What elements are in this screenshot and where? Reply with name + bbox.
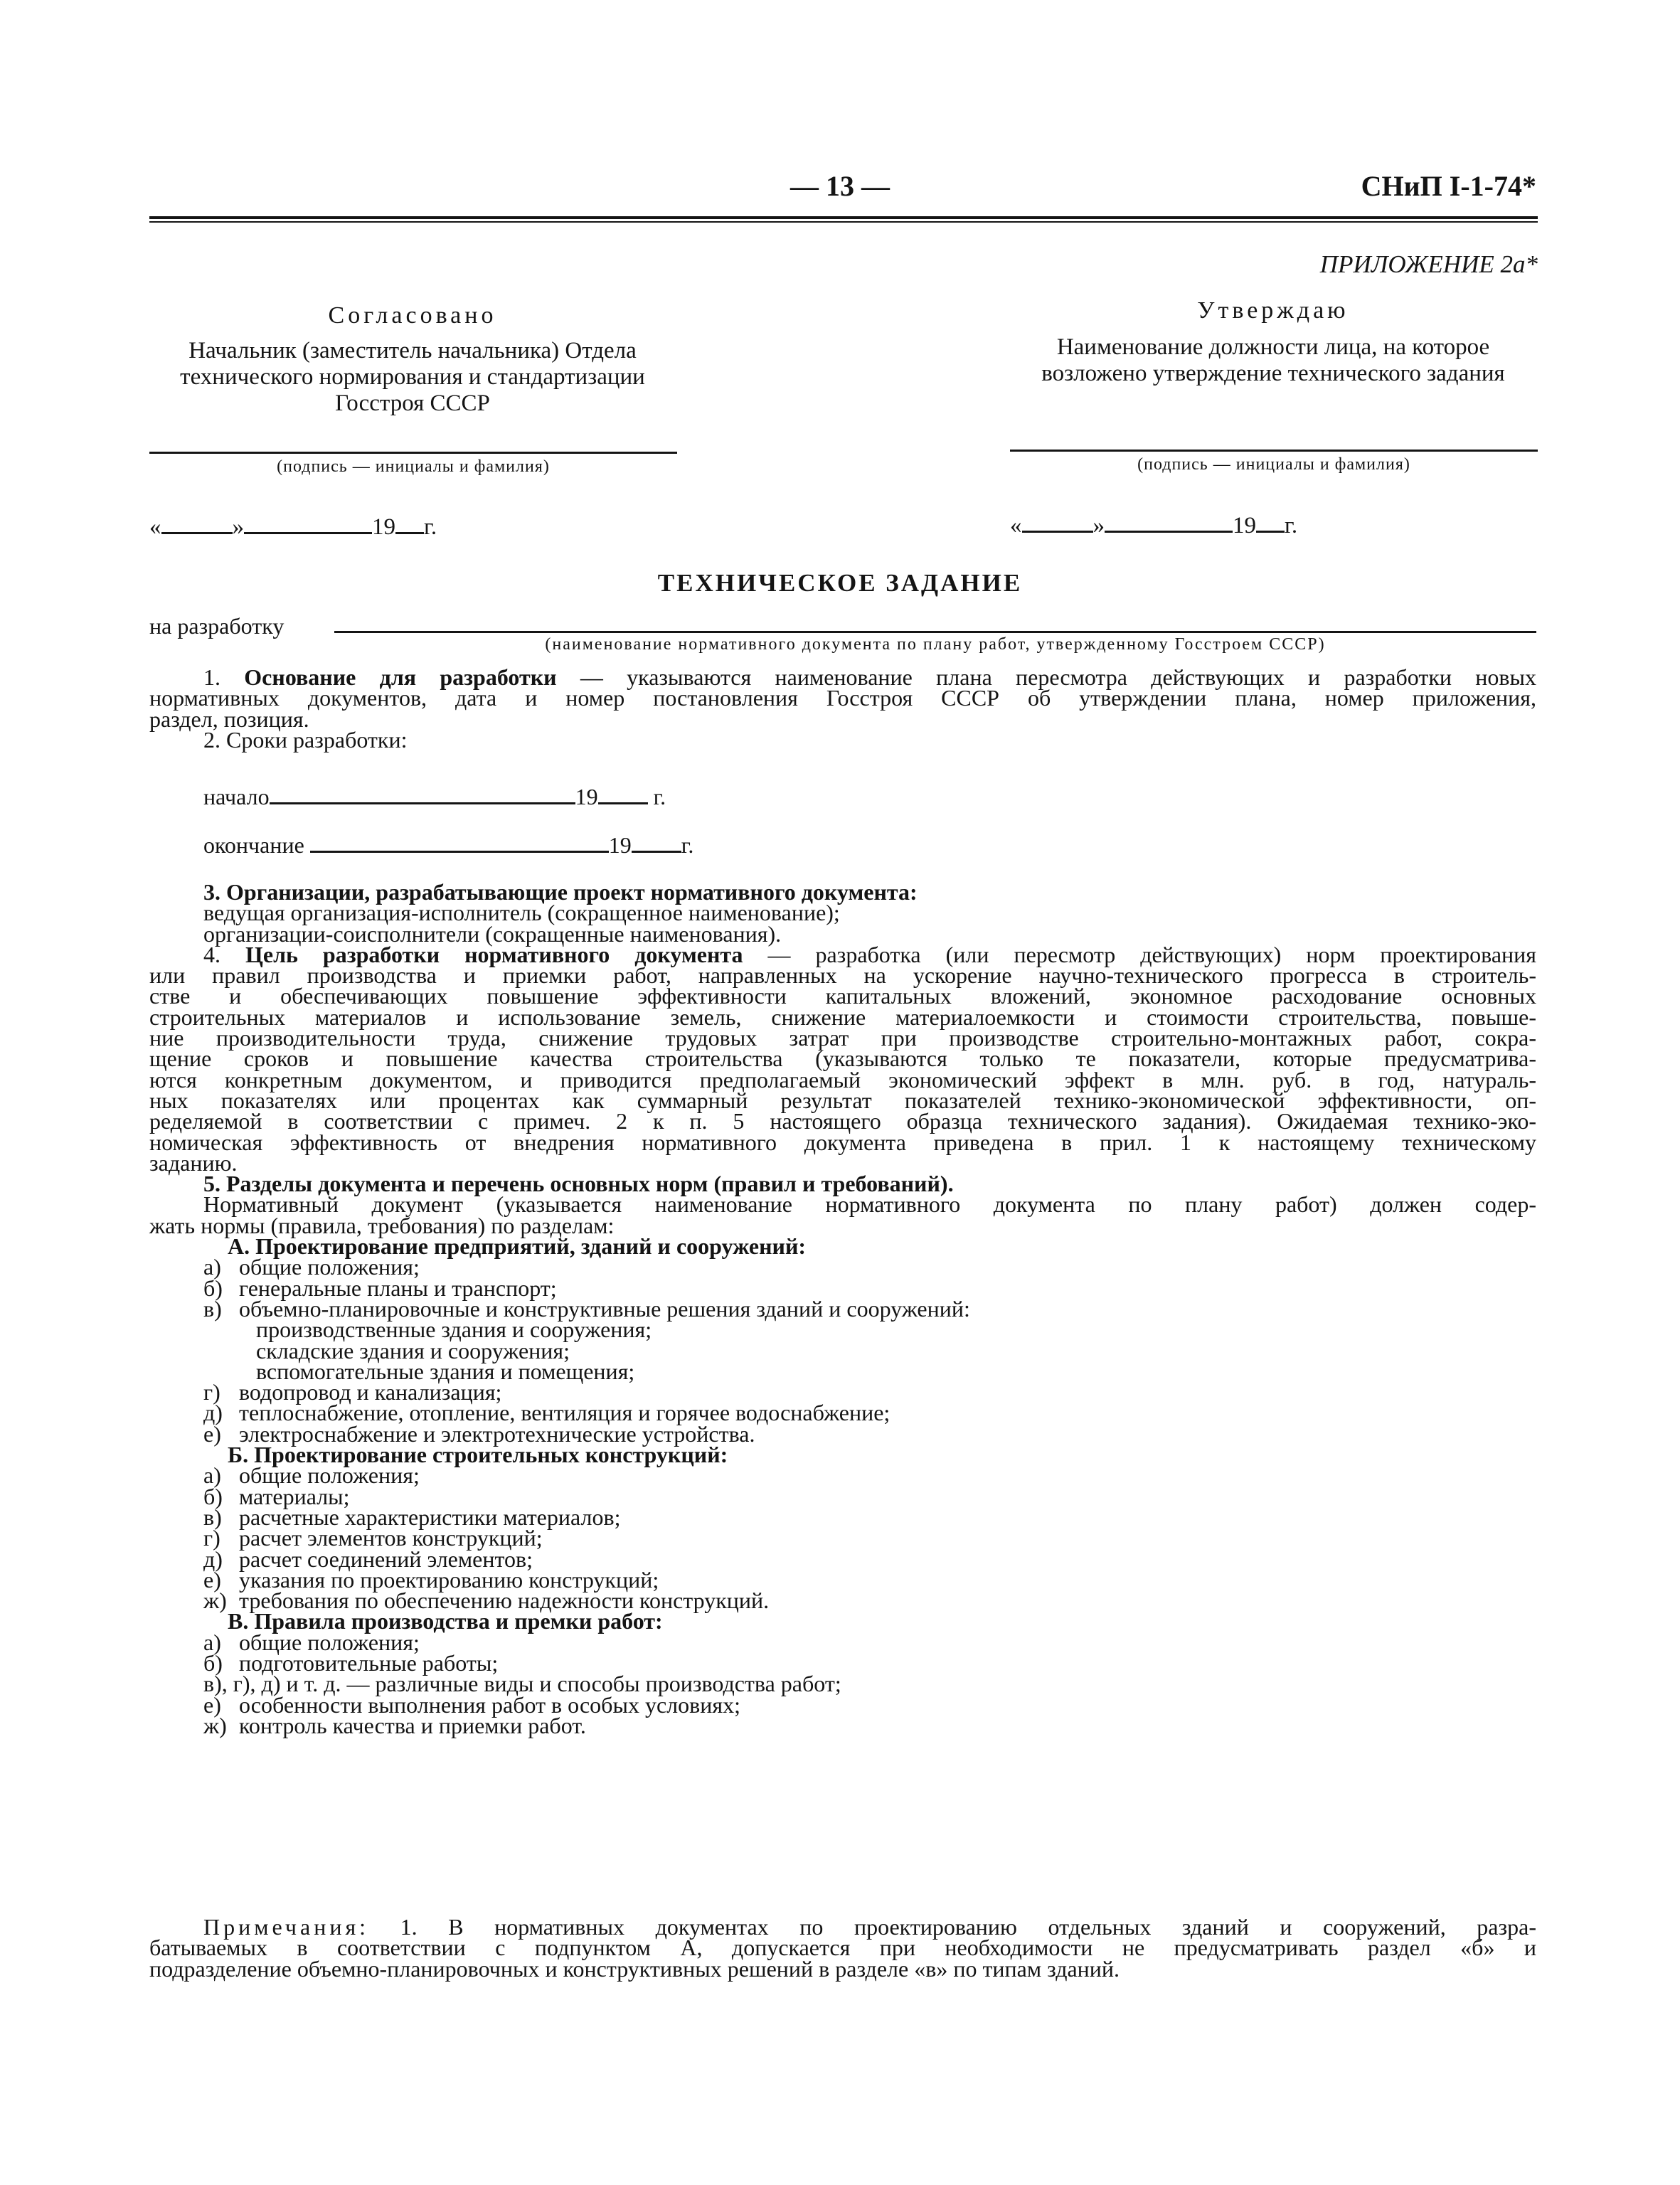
header-rule xyxy=(149,216,1538,219)
right-signature-caption: (подпись — инициалы и фамилия) xyxy=(1137,455,1410,474)
list-item: д) расчет соединений элементов; xyxy=(203,1546,533,1572)
document-id: СНиП I-1-74* xyxy=(1361,170,1536,202)
left-date-line: « » 19 г. xyxy=(149,511,437,541)
document-title: ТЕХНИЧЕСКОЕ ЗАДАНИЕ xyxy=(657,569,1023,597)
left-approval-heading: Согласовано xyxy=(328,302,497,329)
notes: Примечания: 1. В нормативных документах по проектированию отдельных зданий и сооружений, разра- батываемых в соответствии с подпунктом А, допускается при необходимости не предусматривать раздел «б» и подразделение объемно-планировочных и конструктивных решений в разделе «в» по типам зданий. xyxy=(149,1914,1536,1982)
appendix-label: ПРИЛОЖЕНИЕ 2а* xyxy=(1319,250,1538,278)
list-item: а) общие положения; xyxy=(203,1629,420,1655)
start-date-line: начало 19 г. xyxy=(203,781,666,810)
list-item: ж) требования по обеспечению надежности конструкций. xyxy=(203,1588,770,1614)
subject-line xyxy=(334,631,1536,633)
left-signature-caption: (подпись — инициалы и фамилия) xyxy=(277,457,550,476)
list-item: б) материалы; xyxy=(203,1483,350,1509)
end-date-line: окончание 19 г. xyxy=(203,829,693,858)
sections-3-5: 3. Организации, разрабатывающие проект нормативного документа: ведущая организация-исполнитель (сокращенное наименование); организации-соисполнители (сокращенные наименования). 4. Цель разработки нормативного документа — разработка (или пересмотр действующих) норм проектирования или правил производства и приемки работ, направленных на ускорение научно-технического прогресса в строитель- стве и обеспечивающих повышение эффективности капитальных вложений, экономное расходование основных строительных материалов и использование земель, снижение материалоемкости и стоимости строительства, повыше- ние производительности труда, снижение трудовых затрат при производстве строительно-монтажных работ, сокра- щение сроков и повышение качества строительства (указываются только те показатели, которые предусматрива- ются конкретным документом, и приводится предполагаемый экономический эффект в млн. руб. в год, натураль- ных показателях или процентах как суммарный результат показателей технико-экономической эффективности, оп- ределяемой в соответствии с примеч. 2 к п. 5 настоящего образца технического задания). Ожидаемая технико-эко- номическая эффективность от внедрения нормативного документа приведена в прил. 1 к настоящему техническому заданию. 5. Разделы документа и перечень основных норм (правил и требований). Нормативный документ (указывается наименование нормативного документа по плану работ) должен содер- жать нормы (правила, требования) по разделам: А. Проектирование предприятий, зданий и сооружений: а) общие положения; б) генеральные планы и транспорт; в) объемно-планировочные и конструктивные решения зданий и сооружений: производственные здания и сооружения; складские здания и сооружения; вспомогательные здания и помещения; г) водопровод и канализация; д) теплоснабжение, отопление, вентиляция и горячее водоснабжение; е) электроснабжение и электротехнические устройства. Б. Проектирование строительных конструкций: а) общие положения; б) материалы; в) расчетные характеристики материалов; г) расчет элементов конструкций; д) расчет соединений элементов; е) указания по проектированию конструкций; ж) требования по обеспечению надежности конструкций. В. Правила производства и премки работ: а) общие положения; б) подготовительные работы; в), г), д) и т. д. — различные виды и способы производства работ; е) особенности выполнения работ в особых условиях; ж) контроль качества и приемки работ. xyxy=(149,879,1537,1738)
page-number: — 13 — xyxy=(790,170,890,202)
list-item: г) расчет элементов конструкций; xyxy=(203,1525,543,1551)
list-item: б) подготовительные работы; xyxy=(203,1649,499,1676)
subject-caption: (наименование нормативного документа по плану работ, утвержденному Госстроем СССР) xyxy=(545,635,1326,654)
list-item: е) указания по проектированию конструкций; xyxy=(203,1566,659,1593)
list-item: а) общие положения; xyxy=(203,1254,420,1280)
right-approval-text: Наименование должности лица, на которое возложено утверждение технического задания xyxy=(1041,334,1505,386)
right-signature-line xyxy=(1010,450,1538,452)
list-item: а) общие положения; xyxy=(203,1462,420,1489)
list-item: ж) контроль качества и приемки работ. xyxy=(203,1712,586,1738)
subject-label: на разработку xyxy=(149,613,285,639)
list-item: е) электроснабжение и электротехнические устройства. xyxy=(203,1420,755,1447)
list-item: г) водопровод и канализация; xyxy=(203,1379,502,1405)
list-item: б) генеральные планы и транспорт; xyxy=(203,1275,557,1301)
list-item: в) объемно-планировочные и конструктивные решения зданий и сооружений: xyxy=(203,1295,970,1322)
section-1: 1. Основание для разработки — указываются наименование плана пересмотра действующих и разработки новых нормативных документов, дата и номер постановления Госстроя СССР об утверждении плана, номер приложения, раздел, позиция. 2. Сроки разработки: xyxy=(149,664,1537,753)
right-approval-heading: Утверждаю xyxy=(1197,297,1349,324)
list-item: д) теплоснабжение, отопление, вентиляция и горячее водоснабжение; xyxy=(203,1400,890,1426)
header-rule-thin xyxy=(149,221,1538,223)
right-date-line: « » 19 г. xyxy=(1010,509,1297,539)
left-approval-text: Начальник (заместитель начальника) Отдела технического нормирования и стандартизации Госстроя СССР xyxy=(180,338,645,416)
list-item: в) расчетные характеристики материалов; xyxy=(203,1504,621,1530)
list-item: е) особенности выполнения работ в особых условиях; xyxy=(203,1691,740,1718)
left-signature-line xyxy=(149,452,677,454)
list-item: в), г), д) и т. д. — различные виды и способы производства работ; xyxy=(203,1671,841,1697)
